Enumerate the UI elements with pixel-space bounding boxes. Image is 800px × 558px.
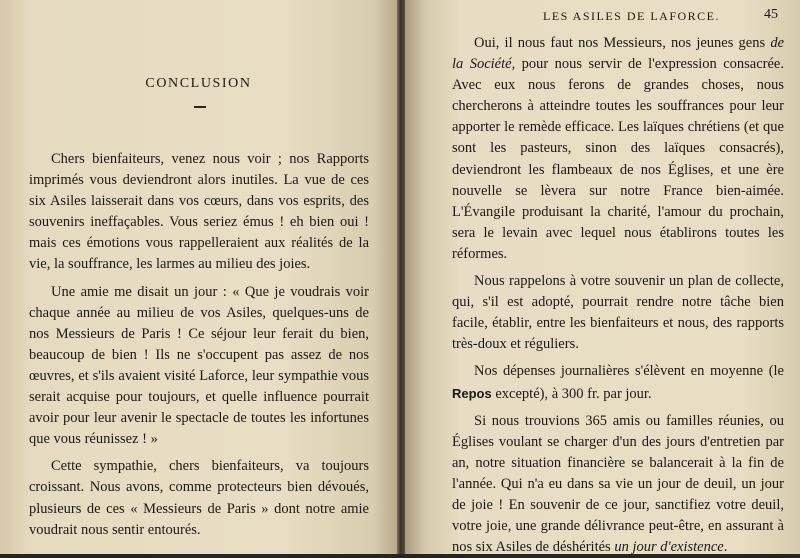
text-run: Oui, il nous faut nos Messieurs, nos jeunes gens [474,35,771,51]
text-run: . [723,539,728,556]
right-page-body [452,33,784,558]
page-number: 45 [764,7,778,22]
italic-run: un jour d'existence [614,539,724,556]
left-paragraph-3: Cette sympathie, chers bienfaiteurs, va toujours croissant. Nous avons, comme protecteurs bien dévoués, plusieurs de ces « Messieurs de Paris » dont notre amie voudrait nous sentir entourés. [29,458,369,538]
right-paragraph-2: Nous rappelons à votre souvenir un plan de collecte, qui, s'il est adopté, pourrait rendre notre tâche bien facile, établir, entre les bienfaiteurs et nous, des rapports très-doux et réguliers. [452,273,784,353]
left-paragraph-2: Une amie me disait un jour : « Que je voudrais voir chaque année au milieu de vos Asiles, quelques-uns de nos Messieurs de Paris ! Ce séjour leur ferait du bien, beaucoup de bien ! Ils ne s'occupent pas assez de nos œuvres, et s'ils avaient visité Laforce, leur sympathie vous serait acquise pour toujours, et quelle influence pourrait avoir pour leur avenir le spectacle de toutes les infortunes que vous réunissez ! » [29,283,369,448]
text-run: excepté), à 300 fr. par jour. [491,385,652,402]
right-paragraph-3 [452,361,784,404]
heading-rule [194,106,206,108]
running-head: LES ASILES DE LAFORCE. [543,9,721,23]
left-paragraph-1: Chers bienfaiteurs, venez nous voir ; nos Rapports imprimés vous deviendront alors inutiles. La vue de ces six Asiles laisserait dans vos cœurs, dans vos esprits, des souvenirs ineffaçables. Vous seriez émus ! eh bien oui ! mais ces émotions vous rappelleraient aux réalités de la vie, la souffrance, les larmes au milieu des joies. [29,151,369,273]
left-page [0,0,397,554]
right-page [405,0,800,554]
italic-run: de la Société [452,35,784,73]
chapter-heading: CONCLUSION [145,76,252,91]
left-page-body [29,149,369,541]
text-run: Si nous trouvions 365 amis ou familles réunies, ou Églises voulant se charger d'un des jours d'entretien par an, notre situation financière se balancerait à la fin de l'année. Qui n'a eu dans sa vie un jour de deuil, un jour de joie ! En souvenir de ce jour, sanctifiez votre deuil, votre joie, une grande délivrance peut-être, en assurant à nos six Asiles de déshérités [452,412,784,556]
right-paragraph-1 [452,33,784,265]
bold-run: Repos [452,385,492,401]
right-paragraph-4 [452,411,784,558]
text-run: , pour nous servir de l'expression consacrée. Avec eux nous ferons de grandes choses, nous chercherons à atteindre toutes les souffrances pour leur apporter le remède efficace. Les laïques chrétiens (et que sont les pasteurs, sinon des laïques consacrés), deviendront les flambeaux de nos Églises, et une ère nouvelle se lèvera sur notre France bien-aimée. L'Évangile produisant la charité, l'amour du prochain, sera le levain avec lequel nous établirons toutes les réformes. [452,56,784,262]
text-run: Nos dépenses journalières s'élèvent en moyenne (le [474,363,784,380]
book-gutter [397,0,405,554]
